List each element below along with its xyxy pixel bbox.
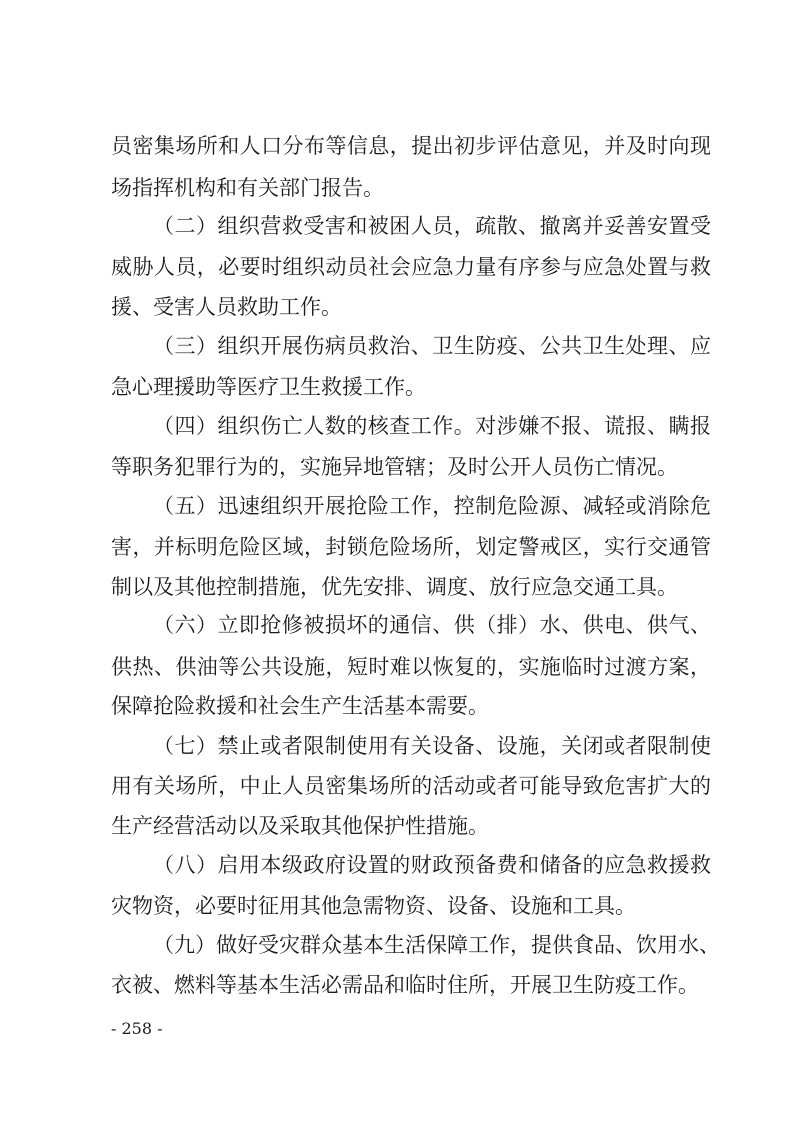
paragraph-four-line-1: （四）组织伤亡人数的核查工作。对涉嫌不报、谎报、瞒报 <box>153 414 711 438</box>
page-number: - 258 - <box>111 1019 163 1038</box>
body-line: 害，并标明危险区域，封锁危险场所，划定警戒区，实行交通管 <box>111 535 711 559</box>
paragraph-three-line-1: （三）组织开展伤病员救治、卫生防疫、公共卫生处理、应 <box>153 334 711 358</box>
paragraph-two-line-1: （二）组织营救受害和被困人员，疏散、撤离并妥善安置受 <box>153 214 711 238</box>
paragraph-five-line-1: （五）迅速组织开展抢险工作，控制危险源、减轻或消除危 <box>153 494 711 518</box>
paragraph-nine-line-1: （九）做好受灾群众基本生活保障工作，提供食品、饮用水、 <box>153 933 720 957</box>
paragraph-seven-line-1: （七）禁止或者限制使用有关设备、设施，关闭或者限制使 <box>153 734 711 758</box>
body-line: 援、受害人员救助工作。 <box>111 295 342 319</box>
body-line: 员密集场所和人口分布等信息，提出初步评估意见，并及时向现 <box>111 134 711 158</box>
body-line: 场指挥机构和有关部门报告。 <box>111 176 384 200</box>
body-line: 衣被、燃料等基本生活必需品和临时住所，开展卫生防疫工作。 <box>111 973 699 997</box>
body-line: 供热、供油等公共设施，短时难以恢复的，实施临时过渡方案， <box>111 655 711 679</box>
body-line: 保障抢险救援和社会生产生活基本需要。 <box>111 694 489 718</box>
body-line: 灾物资，必要时征用其他急需物资、设备、设施和工具。 <box>111 894 636 918</box>
body-line: 生产经营活动以及采取其他保护性措施。 <box>111 814 489 838</box>
paragraph-eight-line-1: （八）启用本级政府设置的财政预备费和储备的应急救援救 <box>153 853 711 877</box>
body-line: 急心理援助等医疗卫生救援工作。 <box>111 375 426 399</box>
body-line: 制以及其他控制措施，优先安排、调度、放行应急交通工具。 <box>111 575 678 599</box>
paragraph-six-line-1: （六）立即抢修被损坏的通信、供（排）水、供电、供气、 <box>153 613 711 637</box>
body-line: 等职务犯罪行为的，实施异地管辖；及时公开人员伤亡情况。 <box>111 455 678 479</box>
body-line: 用有关场所，中止人员密集场所的活动或者可能导致危害扩大的 <box>111 774 711 798</box>
body-line: 威胁人员，必要时组织动员社会应急力量有序参与应急处置与救 <box>111 255 711 279</box>
